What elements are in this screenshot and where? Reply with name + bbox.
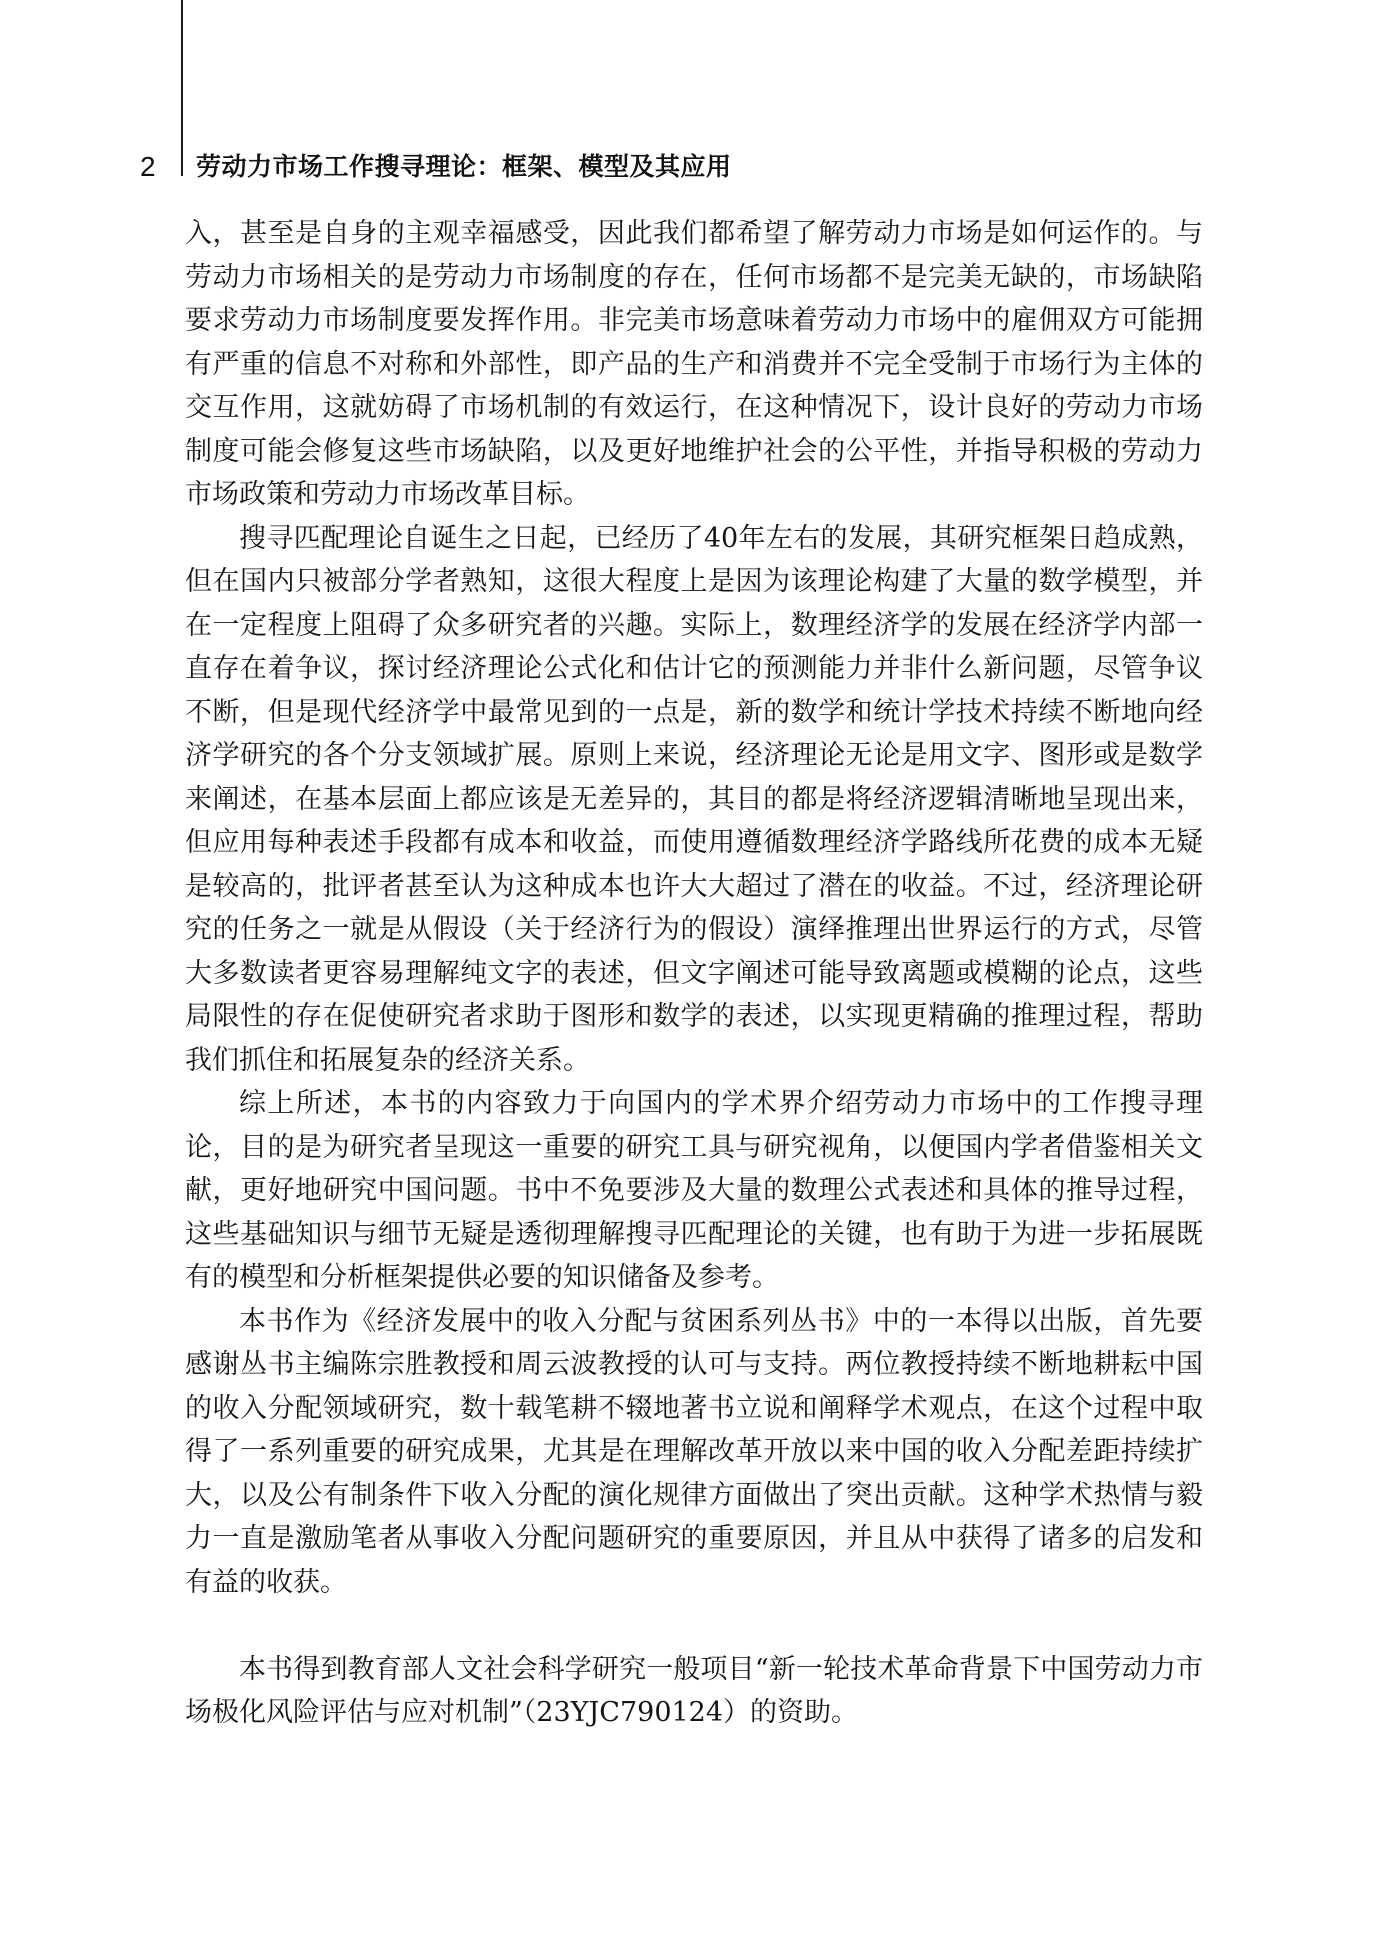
paragraph-funding-note: 本书得到教育部人文社会科学研究一般项目“新一轮技术革命背景下中国劳动力市场极化风险评估与应对机制”（23YJC790124）的资助。 <box>185 1653 1203 1728</box>
paragraph-search-matching-theory: 搜寻匹配理论自诞生之日起，已经历了40年左右的发展，其研究框架日趋成熟，但在国内只被部分学者熟知，这很大程度上是因为该理论构建了大量的数学模型，并在一定程度上阻碍了众多研究者的兴趣。实际上，数理经济学的发展在经济学内部一直存在着争议，探讨经济理论公式化和估计它的预测能力并非什么新问题，尽管争议不断，但是现代经济学中最常见到的一点是，新的数学和统计学技术持续不断地向经济学研究的各个分支领域扩展。原则上来说，经济理论无论是用文字、图形或是数学来阐述，在基本层面上都应该是无差异的，其目的都是将经济逻辑清晰地呈现出来，但应用每种表述手段都有成本和收益，而使用遵循数理经济学路线所花费的成本无疑是较高的，批评者甚至认为这种成本也许大大超过了潜在的收益。不过，经济理论研究的任务之一就是从假设（关于经济行为的假设）演绎推理出世界运行的方式，尽管大多数读者更容易理解纯文字的表述，但文字阐述可能导致离题或模糊的论点，这些局限性的存在促使研究者求助于图形和数学的表述，以实现更精确的推理过程，帮助我们抓住和拓展复杂的经济关系。 <box>185 522 1203 1076</box>
page-number: 2 <box>140 151 156 182</box>
paragraph-acknowledgement: 本书作为《经济发展中的收入分配与贫困系列丛书》中的一本得以出版，首先要感谢丛书主编陈宗胜教授和周云波教授的认可与支持。两位教授持续不断地耕耘中国的收入分配领域研究，数十载笔耕不辍地著书立说和阐释学术观点，在这个过程中取得了一系列重要的研究成果，尤其是在理解改革开放以来中国的收入分配差距持续扩大，以及公有制条件下收入分配的演化规律方面做出了突出贡献。这种学术热情与毅力一直是激励笔者从事收入分配问题研究的重要原因，并且从中获得了诸多的启发和有益的收获。 <box>185 1305 1203 1598</box>
paragraph-continued: 入，甚至是自身的主观幸福感受，因此我们都希望了解劳动力市场是如何运作的。与劳动力市场相关的是劳动力市场制度的存在，任何市场都不是完美无缺的，市场缺陷要求劳动力市场制度要发挥作用。非完美市场意味着劳动力市场中的雇佣双方可能拥有严重的信息不对称和外部性，即产品的生产和消费并不完全受制于市场行为主体的交互作用，这就妨碍了市场机制的有效运行，在这种情况下，设计良好的劳动力市场制度可能会修复这些市场缺陷，以及更好地维护社会的公平性，并指导积极的劳动力市场政策和劳动力市场改革目标。 <box>185 218 1203 510</box>
running-title: 劳动力市场工作搜寻理论：框架、模型及其应用 <box>196 152 732 181</box>
body-text <box>185 212 1203 1735</box>
paragraph-book-summary: 综上所述，本书的内容致力于向国内的学术界介绍劳动力市场中的工作搜寻理论，目的是为研究者呈现这一重要的研究工具与研究视角，以便国内学者借鉴相关文献，更好地研究中国问题。书中不免要涉及大量的数理公式表述和具体的推导过程，这些基础知识与细节无疑是透彻理解搜寻匹配理论的关键，也有助于为进一步拓展既有的模型和分析框架提供必要的知识储备及参考。 <box>185 1088 1203 1293</box>
header-vertical-rule <box>181 0 183 176</box>
